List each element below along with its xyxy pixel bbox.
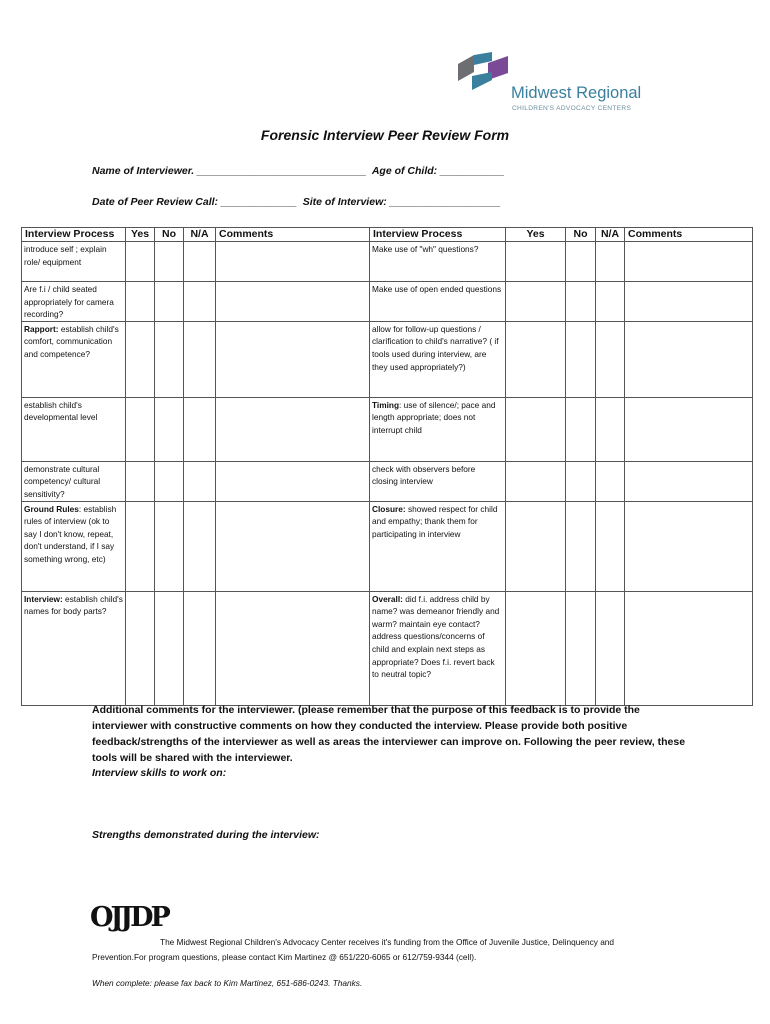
- process-text: establish child's comfort, communication and competence?: [24, 323, 119, 359]
- na-check-cell[interactable]: [596, 591, 625, 705]
- process-label: Ground Rules: [24, 503, 79, 514]
- process-cell: [22, 501, 126, 591]
- process-text: allow for follow-up questions / clarification to child's narrative? ( if tools used during interview, are they used appropriately?): [372, 323, 499, 372]
- yes-check-cell[interactable]: [126, 591, 155, 705]
- process-label: Closure:: [372, 503, 406, 514]
- na-check-cell[interactable]: [596, 397, 625, 461]
- na-check-cell[interactable]: [184, 282, 216, 322]
- header-no-left: No: [155, 228, 184, 242]
- logo-subtitle: CHILDREN'S ADVOCACY CENTERS: [512, 105, 632, 112]
- comments-instructions: Additional comments for the interviewer. (please remember that the purpose of this feedback is to provide the interviewer with constructive comments on how they conducted the interview. Please provide both positive feedback/strengths of the interviewer as well as areas the interviewer can improve on. Following the peer review, these tools will be shared with the interviewer.: [92, 704, 686, 764]
- skills-to-work-on-label: Interview skills to work on:: [92, 767, 227, 779]
- comments-cell[interactable]: [625, 591, 753, 705]
- process-cell: [22, 242, 126, 282]
- no-check-cell[interactable]: [566, 321, 596, 397]
- yes-check-cell[interactable]: [126, 321, 155, 397]
- comments-cell[interactable]: [216, 591, 370, 705]
- na-check-cell[interactable]: [184, 397, 216, 461]
- header-yes-right: Yes: [506, 228, 566, 242]
- process-text: : use of silence/; pace and length appropriate; does not interrupt child: [372, 399, 496, 435]
- process-text: Are f.i / child seated appropriately for camera recording?: [24, 284, 114, 320]
- comments-cell[interactable]: [216, 397, 370, 461]
- yes-check-cell[interactable]: [506, 282, 566, 322]
- table-row: [22, 461, 753, 501]
- form-title: Forensic Interview Peer Review Form: [260, 127, 510, 143]
- header-comments-left: Comments: [216, 228, 370, 242]
- header-na-right: N/A: [596, 228, 625, 242]
- table-row: [22, 321, 753, 397]
- comments-cell[interactable]: [625, 321, 753, 397]
- yes-check-cell[interactable]: [126, 397, 155, 461]
- process-cell: [370, 397, 506, 461]
- no-check-cell[interactable]: [155, 397, 184, 461]
- process-text: Make use of open ended questions: [372, 284, 502, 294]
- no-check-cell[interactable]: [566, 282, 596, 322]
- process-label: Rapport:: [24, 323, 59, 334]
- table-row: [22, 501, 753, 591]
- process-cell: [22, 282, 126, 322]
- yes-check-cell[interactable]: [126, 282, 155, 322]
- table-row: [22, 282, 753, 322]
- logo-name: Midwest Regional: [511, 84, 642, 102]
- no-check-cell[interactable]: [155, 461, 184, 501]
- process-text: establish child's names for body parts?: [24, 593, 123, 617]
- yes-check-cell[interactable]: [506, 242, 566, 282]
- comments-cell[interactable]: [625, 242, 753, 282]
- process-text: did f.i. address child by name? was demeanor friendly and warm? maintain eye contact? address questions/concerns of child and explain next steps as appropriate? Does f.i. revert back to neutral topic?: [372, 593, 500, 680]
- process-text: Make use of "wh" questions?: [372, 244, 479, 254]
- header-no-right: No: [566, 228, 596, 242]
- funding-statement-line-1: The Midwest Regional Children's Advocacy Center receives it's funding from the Office of Juvenile Justice, Delinquency and: [160, 937, 615, 947]
- na-check-cell[interactable]: [184, 591, 216, 705]
- na-check-cell[interactable]: [596, 461, 625, 501]
- no-check-cell[interactable]: [155, 242, 184, 282]
- ojjdp-logo: OJJDP: [90, 902, 168, 933]
- review-info-line[interactable]: Date of Peer Review Call: _____________ Site of Interview: ___________________: [92, 196, 501, 208]
- header-yes-left: Yes: [126, 228, 155, 242]
- comments-cell[interactable]: [216, 242, 370, 282]
- process-label: Overall:: [372, 593, 403, 604]
- na-check-cell[interactable]: [596, 321, 625, 397]
- no-check-cell[interactable]: [566, 242, 596, 282]
- no-check-cell[interactable]: [566, 461, 596, 501]
- table-row: [22, 591, 753, 705]
- yes-check-cell[interactable]: [506, 501, 566, 591]
- no-check-cell[interactable]: [566, 397, 596, 461]
- table-row: [22, 397, 753, 461]
- strengths-label: Strengths demonstrated during the interview:: [92, 829, 320, 841]
- yes-check-cell[interactable]: [506, 321, 566, 397]
- no-check-cell[interactable]: [566, 501, 596, 591]
- comments-cell[interactable]: [216, 321, 370, 397]
- process-text: : establish rules of interview (ok to say I don't know, repeat, don't understand, if I say something wrong, etc): [24, 503, 117, 564]
- na-check-cell[interactable]: [184, 242, 216, 282]
- comments-cell[interactable]: [625, 461, 753, 501]
- header-process-right: Interview Process: [370, 228, 506, 242]
- no-check-cell[interactable]: [155, 321, 184, 397]
- comments-cell[interactable]: [625, 501, 753, 591]
- process-cell: [370, 242, 506, 282]
- peer-review-table: [21, 227, 753, 706]
- header-process-left: Interview Process: [22, 228, 126, 242]
- na-check-cell[interactable]: [596, 242, 625, 282]
- process-text: introduce self ; explain role/ equipment: [24, 244, 107, 267]
- no-check-cell[interactable]: [566, 591, 596, 705]
- yes-check-cell[interactable]: [506, 461, 566, 501]
- header-na-left: N/A: [184, 228, 216, 242]
- process-text: check with observers before closing interview: [372, 463, 476, 487]
- process-cell: [370, 461, 506, 501]
- fax-instructions: When complete: please fax back to Kim Martinez, 651-686-0243. Thanks.: [92, 978, 363, 988]
- process-text: demonstrate cultural competency/ cultural sensitivity?: [24, 463, 101, 499]
- comments-cell[interactable]: [216, 282, 370, 322]
- na-check-cell[interactable]: [184, 461, 216, 501]
- comments-cell[interactable]: [216, 501, 370, 591]
- process-cell: [22, 591, 126, 705]
- header-comments-right: Comments: [625, 228, 753, 242]
- interviewer-info-line[interactable]: Name of Interviewer. _____________________________ Age of Child: ___________: [92, 165, 505, 177]
- na-check-cell[interactable]: [596, 501, 625, 591]
- process-cell: [370, 591, 506, 705]
- funding-statement-line-2: Prevention.For program questions, please contact Kim Martinez @ 651/220-6065 or 612/759-9344 (cell).: [92, 952, 477, 962]
- no-check-cell[interactable]: [155, 282, 184, 322]
- yes-check-cell[interactable]: [126, 501, 155, 591]
- comments-cell[interactable]: [216, 461, 370, 501]
- comments-cell[interactable]: [625, 397, 753, 461]
- process-text: establish child's developmental level: [24, 399, 98, 423]
- yes-check-cell[interactable]: [506, 397, 566, 461]
- process-cell: [370, 321, 506, 397]
- process-cell: [22, 321, 126, 397]
- no-check-cell[interactable]: [155, 501, 184, 591]
- process-cell: [370, 282, 506, 322]
- process-text: showed respect for child and empathy; thank them for participating in interview: [372, 503, 498, 539]
- na-check-cell[interactable]: [596, 282, 625, 322]
- midwest-regional-logo-icon: [458, 52, 508, 90]
- process-cell: [370, 501, 506, 591]
- comments-cell[interactable]: [625, 282, 753, 322]
- process-label: Timing: [372, 399, 400, 410]
- na-check-cell[interactable]: [184, 321, 216, 397]
- yes-check-cell[interactable]: [126, 461, 155, 501]
- yes-check-cell[interactable]: [126, 242, 155, 282]
- table-row: [22, 242, 753, 282]
- process-cell: [22, 397, 126, 461]
- process-cell: [22, 461, 126, 501]
- na-check-cell[interactable]: [184, 501, 216, 591]
- process-label: Interview:: [24, 593, 63, 604]
- no-check-cell[interactable]: [155, 591, 184, 705]
- yes-check-cell[interactable]: [506, 591, 566, 705]
- table-header-row: [22, 228, 753, 242]
